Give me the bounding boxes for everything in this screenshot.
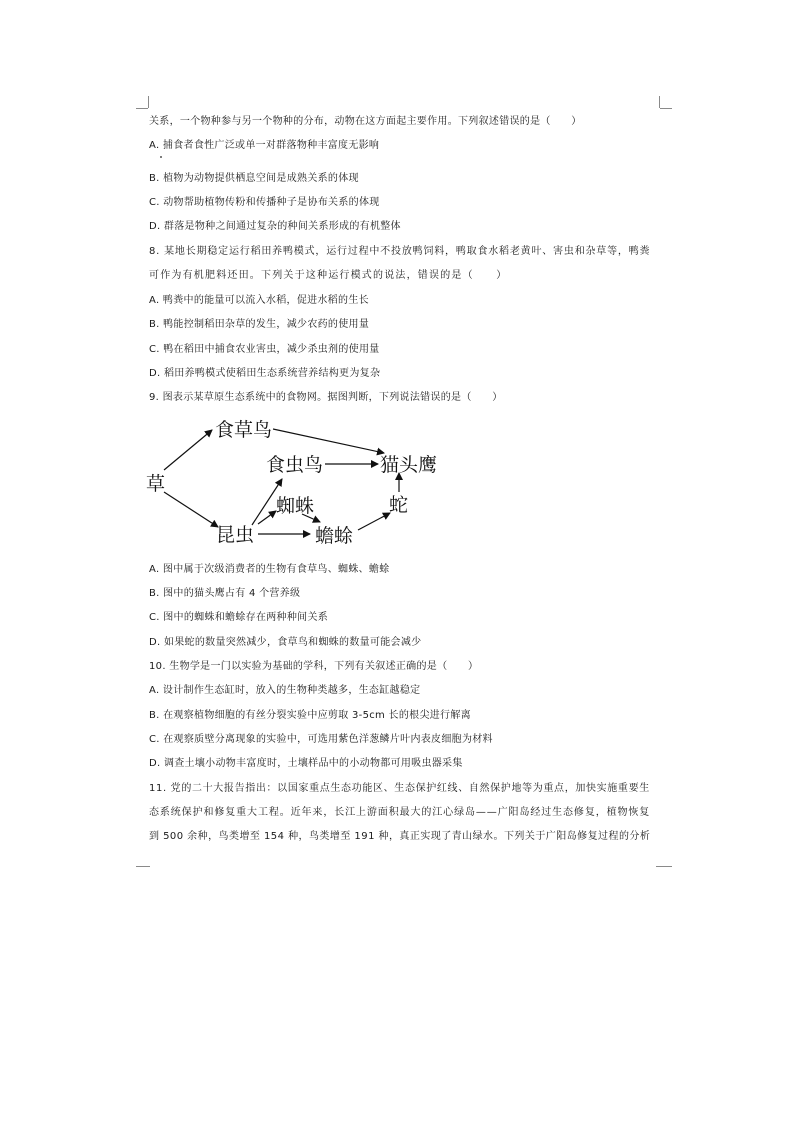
organism-grass: 草 xyxy=(146,473,166,495)
q7-option-c: C. 动物帮助植物传粉和传播种子是协布关系的体现 xyxy=(149,197,380,208)
q10-option-c: C. 在观察质壁分离现象的实验中，可选用紫色洋葱鳞片叶内表皮细胞为材料 xyxy=(149,734,493,745)
organism-snake: 蛇 xyxy=(389,494,409,516)
q8-option-c: C. 鸭在稻田中捕食农业害虫，减少杀虫剂的使用量 xyxy=(149,344,380,355)
arrow-insect-to-spider xyxy=(258,511,276,524)
question-9-stem: 9. 图表示某草原生态系统中的食物网。据图判断，下列说法错误的是（ ） xyxy=(149,392,503,403)
q9-option-b: B. 图中的猫头鹰占有 4 个营养级 xyxy=(149,588,301,599)
organism-insect: 昆虫 xyxy=(216,524,255,546)
crop-mark-top-left-h xyxy=(136,108,148,109)
q8-option-b: B. 鸭能控制稻田杂草的发生，减少农药的使用量 xyxy=(149,319,370,330)
organism-insectivore-bird: 食虫鸟 xyxy=(266,454,324,476)
question-8-stem-line-2: 可作为有机肥料还田。下列关于这种运行模式的说法，错误的是（ ） xyxy=(149,270,508,281)
q9-option-d: D. 如果蛇的数量突然减少，食草鸟和蜘蛛的数量可能会减少 xyxy=(149,637,422,648)
organism-spider: 蜘蛛 xyxy=(276,495,315,517)
crop-mark-top-right-h xyxy=(660,108,672,109)
q10-option-b: B. 在观察植物细胞的有丝分裂实验中应剪取 3-5cm 长的根尖进行解离 xyxy=(149,710,471,721)
q10-option-a: A. 设计制作生态缸时，放入的生物种类越多，生态缸越稳定 xyxy=(149,685,421,696)
food-web-diagram xyxy=(140,412,450,552)
arrow-grass-to-herbivore-bird xyxy=(164,430,212,470)
q7-option-a: A. 捕食者食性广泛或单一对群落物种丰富度无影响 xyxy=(149,140,380,151)
crop-mark-bottom-right-h xyxy=(656,866,672,867)
question-7-stem-continuation: 关系，一个物种参与另一个物种的分布，动物在这方面起主要作用。下列叙述错误的是（ ） xyxy=(149,116,582,127)
question-11-stem-line-1: 11. 党的二十大报告指出：以国家重点生态功能区、生态保护红线、自然保护地等为重点，加快实施重要生 xyxy=(149,783,650,794)
organism-owl: 猫头鹰 xyxy=(380,454,438,476)
q7-option-b: B. 植物为动物提供栖息空间是成熟关系的体现 xyxy=(149,173,359,184)
crop-mark-top-right-v xyxy=(659,96,660,108)
q7-option-d: D. 群落是物种之间通过复杂的种间关系形成的有机整体 xyxy=(149,221,401,232)
question-11-stem-line-2: 态系统保护和修复重大工程。近年来，长江上游面积最大的江心绿岛——广阳岛经过生态修复，植物恢复 xyxy=(149,807,651,818)
q9-option-c: C. 图中的蜘蛛和蟾蜍存在两种种间关系 xyxy=(149,612,329,623)
arrow-herbivore-bird-to-owl xyxy=(273,429,384,453)
crop-mark-bottom-left-h xyxy=(136,866,150,867)
arrow-grass-to-insect xyxy=(164,492,218,527)
q8-option-d: D. 稻田养鸭模式使稻田生态系统营养结构更为复杂 xyxy=(149,368,381,379)
question-10-stem: 10. 生物学是一门以实验为基础的学科，下列有关叙述正确的是（ ） xyxy=(149,661,479,672)
organism-herbivore-bird: 食草鸟 xyxy=(215,419,273,441)
q8-option-a: A. 鸭粪中的能量可以流入水稻，促进水稻的生长 xyxy=(149,295,369,306)
arrow-toad-to-snake xyxy=(358,513,390,530)
question-8-stem-line-1: 8. 某地长期稳定运行稻田养鸭模式，运行过程中不投放鸭饲料，鸭取食水稻老黄叶、害虫和杂草等，鸭粪 xyxy=(149,246,651,257)
question-11-stem-line-3: 到 500 余种，鸟类增至 154 种，鸟类增至 191 种，真正实现了青山绿水。下列关于广阳岛修复过程的分析 xyxy=(149,831,651,842)
crop-mark-top-left-v xyxy=(148,96,149,108)
stray-dot xyxy=(160,156,162,158)
q10-option-d: D. 调查土壤小动物丰富度时，土壤样品中的小动物都可用吸虫器采集 xyxy=(149,758,463,769)
q9-option-a: A. 图中属于次级消费者的生物有食草鸟、蜘蛛、蟾蜍 xyxy=(149,564,390,575)
organism-toad: 蟾蜍 xyxy=(315,525,354,547)
